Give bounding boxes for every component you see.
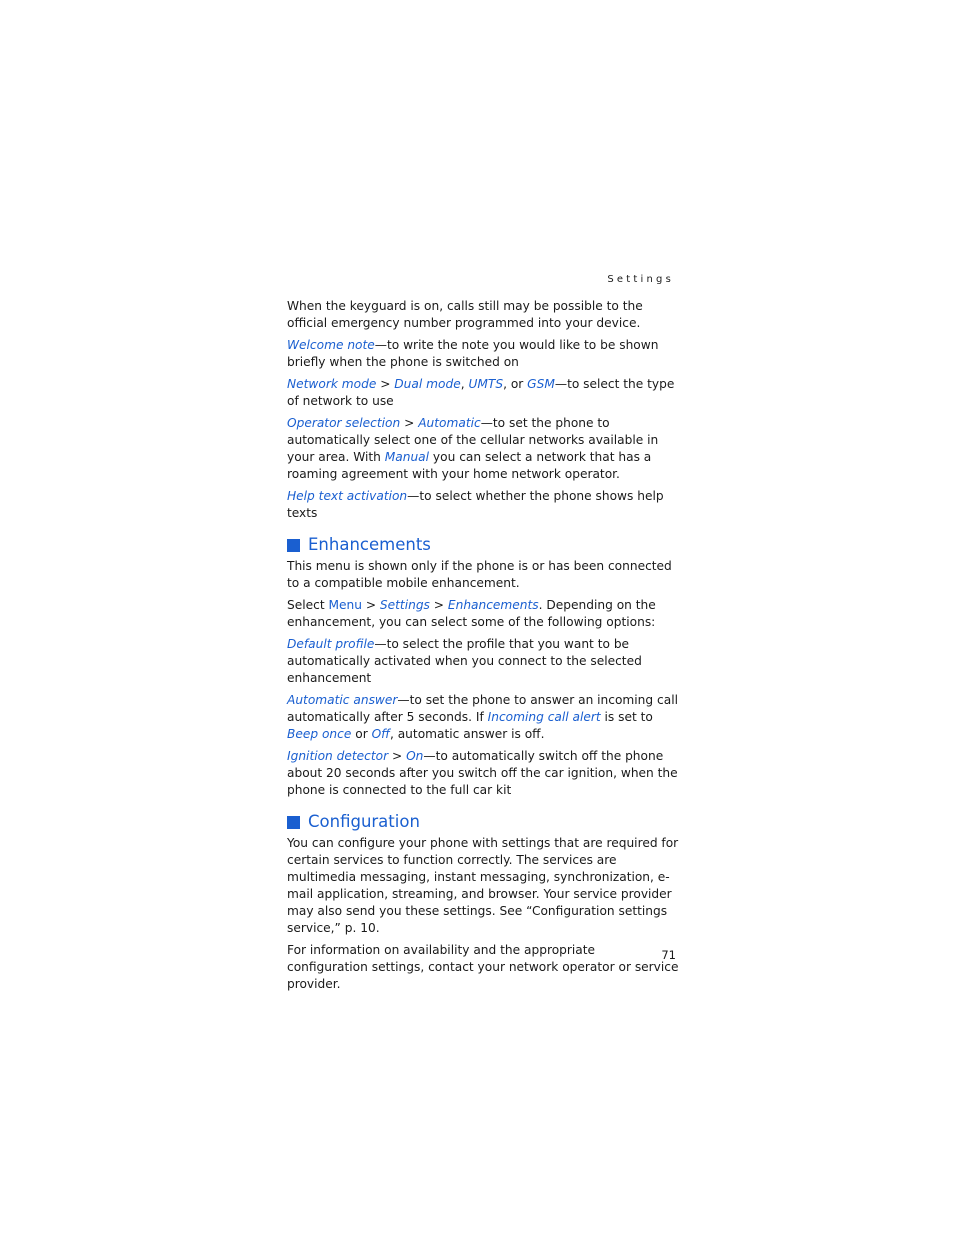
- separator: >: [400, 416, 419, 430]
- menu-term-ignition-detector: Ignition detector: [287, 749, 389, 763]
- enhancements-intro: This menu is shown only if the phone is or has been connected to a compatible mobile enhancement.: [287, 559, 672, 590]
- option-off: Off: [371, 727, 390, 741]
- item-description: —to set the phone to answer an incoming call automatically after 5 seconds. If: [287, 693, 678, 724]
- separator: >: [388, 749, 407, 763]
- menu-term-enhancements: Enhancements: [447, 598, 539, 612]
- menu-term-operator-selection: Operator selection: [287, 416, 401, 430]
- option-dual-mode: Dual mode: [394, 377, 461, 391]
- item-description: —to select the profile that you want to be automatically activated when you connect to the selected enhancement: [287, 637, 642, 685]
- configuration-heading: [287, 811, 679, 833]
- separator: >: [361, 598, 380, 612]
- section-square-icon: [287, 816, 300, 829]
- heading-text: Enhancements: [308, 535, 431, 554]
- item-description: —to select whether the phone shows help texts: [287, 489, 664, 520]
- network-mode-item: [287, 376, 679, 410]
- enhancements-heading: [287, 534, 679, 556]
- separator: , or: [503, 377, 528, 391]
- separator: ,: [460, 377, 469, 391]
- welcome-note-item: [287, 337, 679, 371]
- separator: >: [429, 598, 448, 612]
- menu-term-default-profile: Default profile: [287, 637, 375, 651]
- menu-key-label: Menu: [328, 598, 362, 612]
- option-gsm: GSM: [527, 377, 555, 391]
- option-automatic: Automatic: [418, 416, 481, 430]
- option-incoming-call-alert: Incoming call alert: [487, 710, 601, 724]
- ignition-detector-item: [287, 748, 679, 799]
- operator-selection-item: [287, 415, 679, 483]
- menu-term-settings: Settings: [379, 598, 430, 612]
- enhancements-select-path: [287, 597, 679, 631]
- configuration-paragraph-1: You can configure your phone with settings that are required for certain services to function correctly. The services are multimedia messaging, instant messaging, synchronization, e-mail application, streaming, and browser. Your service provider may also send you these settings. See “Configuration settings service,” p. 10.: [287, 836, 679, 935]
- option-manual: Manual: [384, 450, 430, 464]
- item-description: —to set the phone to automatically select one of the cellular networks available in your area. With: [287, 416, 659, 464]
- section-square-icon: [287, 539, 300, 552]
- default-profile-item: [287, 636, 679, 687]
- running-header: Settings: [607, 274, 674, 285]
- menu-term-welcome-note: Welcome note: [287, 338, 375, 352]
- keyguard-paragraph: When the keyguard is on, calls still may be possible to the official emergency number programmed into your device.: [287, 299, 643, 330]
- text-column: [287, 298, 679, 998]
- separator: >: [376, 377, 395, 391]
- menu-term-network-mode: Network mode: [287, 377, 377, 391]
- page-number: 71: [661, 948, 676, 962]
- menu-term-help-text-activation: Help text activation: [287, 489, 408, 503]
- option-beep-once: Beep once: [287, 727, 352, 741]
- item-description: —to write the note you would like to be shown briefly when the phone is switched on: [287, 338, 659, 369]
- item-description: —to automatically switch off the phone about 20 seconds after you switch off the car ignition, when the phone is connected to the full car kit: [287, 749, 678, 797]
- configuration-paragraph-2: For information on availability and the appropriate configuration settings, contact your network operator or service provider.: [287, 943, 679, 991]
- option-umts: UMTS: [468, 377, 504, 391]
- help-text-item: [287, 488, 679, 522]
- heading-text: Configuration: [308, 812, 420, 831]
- option-on: On: [406, 749, 424, 763]
- item-description: you can select a network that has a roaming agreement with your home network operator.: [287, 450, 652, 481]
- menu-term-automatic-answer: Automatic answer: [287, 693, 398, 707]
- text: Select: [287, 598, 329, 612]
- item-description: —to select the type of network to use: [287, 377, 675, 408]
- item-description: or: [351, 727, 372, 741]
- text: . Depending on the enhancement, you can select some of the following options:: [287, 598, 656, 629]
- item-description: , automatic answer is off.: [389, 727, 545, 741]
- item-description: is set to: [600, 710, 653, 724]
- automatic-answer-item: [287, 692, 679, 743]
